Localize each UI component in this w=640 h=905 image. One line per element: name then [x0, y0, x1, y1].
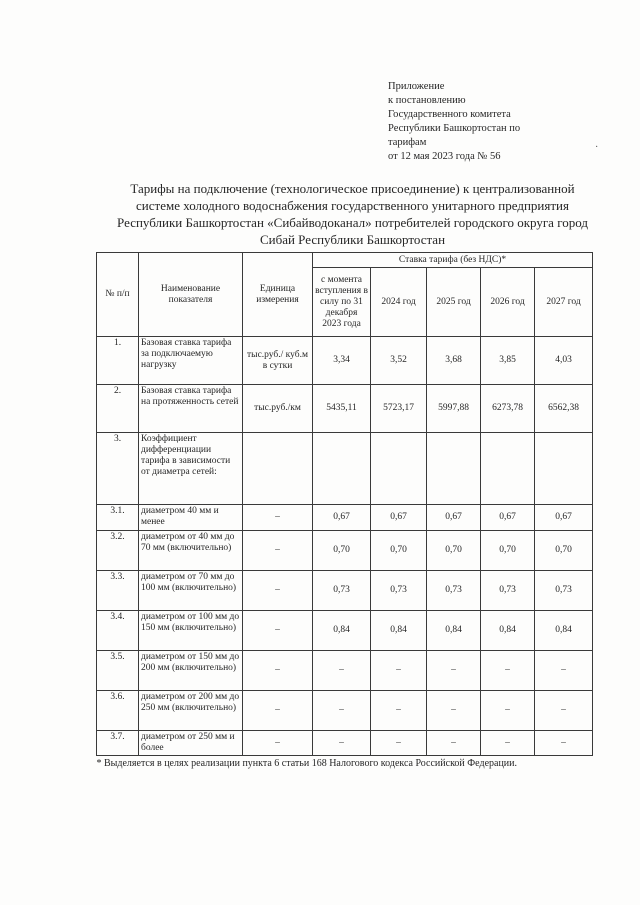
row-number: 3.5. [97, 651, 139, 691]
row-rate-value: 3,52 [371, 337, 427, 385]
row-number: 3.7. [97, 731, 139, 756]
table-row [97, 433, 593, 505]
tariff-table-container [96, 252, 592, 770]
appendix-line: от 12 мая 2023 года № 56 [388, 151, 501, 162]
header-unit: Единица измерения [243, 253, 313, 337]
row-indicator-name: диаметром от 40 мм до 70 мм (включительно) [139, 531, 243, 571]
row-rate-value: – [313, 691, 371, 731]
row-rate-value [427, 433, 481, 505]
footnote: * Выделяется в целях реализации пункта 6 статьи 168 Налогового кодекса Российской Федерации. [96, 758, 518, 769]
row-rate-value [313, 433, 371, 505]
row-indicator-name: диаметром от 70 мм до 100 мм (включительно) [139, 571, 243, 611]
row-rate-value: – [535, 731, 593, 756]
row-unit: – [243, 611, 313, 651]
row-indicator-name: диаметром 40 мм и менее [139, 505, 243, 531]
header-name: Наименование показателя [139, 253, 243, 337]
header-period: 2027 год [535, 268, 593, 337]
row-unit: тыс.руб./ куб.м в сутки [243, 337, 313, 385]
row-rate-value: 0,73 [535, 571, 593, 611]
row-rate-value: – [371, 651, 427, 691]
table-row [97, 505, 593, 531]
row-rate-value: 0,70 [371, 531, 427, 571]
table-row [97, 571, 593, 611]
scan-dot: · [595, 142, 599, 153]
row-rate-value: 6273,78 [481, 385, 535, 433]
row-rate-value: 5997,88 [427, 385, 481, 433]
row-indicator-name: Коэффициент дифференциации тарифа в зависимости от диаметра сетей: [139, 433, 243, 505]
row-number: 1. [97, 337, 139, 385]
header-period: 2024 год [371, 268, 427, 337]
row-rate-value: – [481, 651, 535, 691]
row-rate-value [481, 433, 535, 505]
row-rate-value: – [427, 731, 481, 756]
row-rate-value: 0,73 [427, 571, 481, 611]
row-rate-value: 6562,38 [535, 385, 593, 433]
row-rate-value [535, 433, 593, 505]
appendix-line: Республики Башкортостан по [388, 123, 521, 134]
row-rate-value: – [427, 691, 481, 731]
header-rate-group: Ставка тарифа (без НДС)* [313, 253, 593, 268]
row-rate-value: – [535, 651, 593, 691]
row-indicator-name: Базовая ставка тарифа на протяженность сетей [139, 385, 243, 433]
row-rate-value: – [535, 691, 593, 731]
row-unit: тыс.руб./км [243, 385, 313, 433]
row-rate-value: – [371, 691, 427, 731]
table-row [97, 337, 593, 385]
row-unit [243, 433, 313, 505]
row-rate-value: – [481, 731, 535, 756]
row-rate-value: – [313, 651, 371, 691]
row-unit: – [243, 571, 313, 611]
row-rate-value: 0,70 [481, 531, 535, 571]
row-number: 3.3. [97, 571, 139, 611]
appendix-line: тарифам [388, 137, 427, 148]
table-row [97, 691, 593, 731]
row-indicator-name: диаметром от 250 мм и более [139, 731, 243, 756]
document-title: Тарифы на подключение (технологическое присоединение) к централизованной системе холодного водоснабжения государственного унитарного предприятия Республики Башкортостан «Сибайводоканал» потребителей городского округа город Сибай Республики Башкортостан [117, 181, 588, 247]
row-rate-value: 0,67 [535, 505, 593, 531]
row-number: 2. [97, 385, 139, 433]
row-rate-value [371, 433, 427, 505]
table-row [97, 385, 593, 433]
appendix-line: к постановлению [388, 95, 466, 106]
row-indicator-name: диаметром от 100 мм до 150 мм (включительно) [139, 611, 243, 651]
row-rate-value: 0,70 [313, 531, 371, 571]
row-number: 3.6. [97, 691, 139, 731]
row-indicator-name: Базовая ставка тарифа за подключаемую нагрузку [139, 337, 243, 385]
row-rate-value: 0,67 [481, 505, 535, 531]
header-num: № п/п [97, 253, 139, 337]
row-rate-value: 0,67 [313, 505, 371, 531]
row-rate-value: 5723,17 [371, 385, 427, 433]
tariff-table-body [97, 337, 593, 756]
row-number: 3.2. [97, 531, 139, 571]
row-indicator-name: диаметром от 200 мм до 250 мм (включительно) [139, 691, 243, 731]
tariff-table [96, 252, 593, 770]
row-number: 3.4. [97, 611, 139, 651]
appendix-line: Приложение [388, 81, 445, 92]
row-rate-value: 0,73 [313, 571, 371, 611]
row-number: 3.1. [97, 505, 139, 531]
row-rate-value: – [481, 691, 535, 731]
row-rate-value: 3,68 [427, 337, 481, 385]
row-rate-value: – [371, 731, 427, 756]
row-rate-value: 0,67 [427, 505, 481, 531]
row-rate-value: 0,84 [313, 611, 371, 651]
row-unit: – [243, 731, 313, 756]
table-row [97, 611, 593, 651]
row-rate-value: – [313, 731, 371, 756]
row-number: 3. [97, 433, 139, 505]
header-period: с момента вступления в силу по 31 декабря 2023 года [313, 268, 371, 337]
row-unit: – [243, 531, 313, 571]
table-row [97, 531, 593, 571]
row-rate-value: 0,84 [371, 611, 427, 651]
row-indicator-name: диаметром от 150 мм до 200 мм (включительно) [139, 651, 243, 691]
row-rate-value: – [427, 651, 481, 691]
header-period: 2025 год [427, 268, 481, 337]
row-rate-value: 3,34 [313, 337, 371, 385]
row-rate-value: 3,85 [481, 337, 535, 385]
header-period: 2026 год [481, 268, 535, 337]
row-rate-value: 0,73 [481, 571, 535, 611]
row-unit: – [243, 691, 313, 731]
row-rate-value: 0,70 [427, 531, 481, 571]
row-rate-value: 0,67 [371, 505, 427, 531]
row-rate-value: 5435,11 [313, 385, 371, 433]
row-unit: – [243, 505, 313, 531]
appendix-block [388, 80, 520, 164]
row-rate-value: 0,84 [427, 611, 481, 651]
row-rate-value: 4,03 [535, 337, 593, 385]
appendix-line: Государственного комитета [388, 109, 511, 120]
row-rate-value: 0,73 [371, 571, 427, 611]
row-rate-value: 0,84 [481, 611, 535, 651]
row-rate-value: 0,84 [535, 611, 593, 651]
row-rate-value: 0,70 [535, 531, 593, 571]
table-row [97, 731, 593, 756]
table-row [97, 651, 593, 691]
row-unit: – [243, 651, 313, 691]
